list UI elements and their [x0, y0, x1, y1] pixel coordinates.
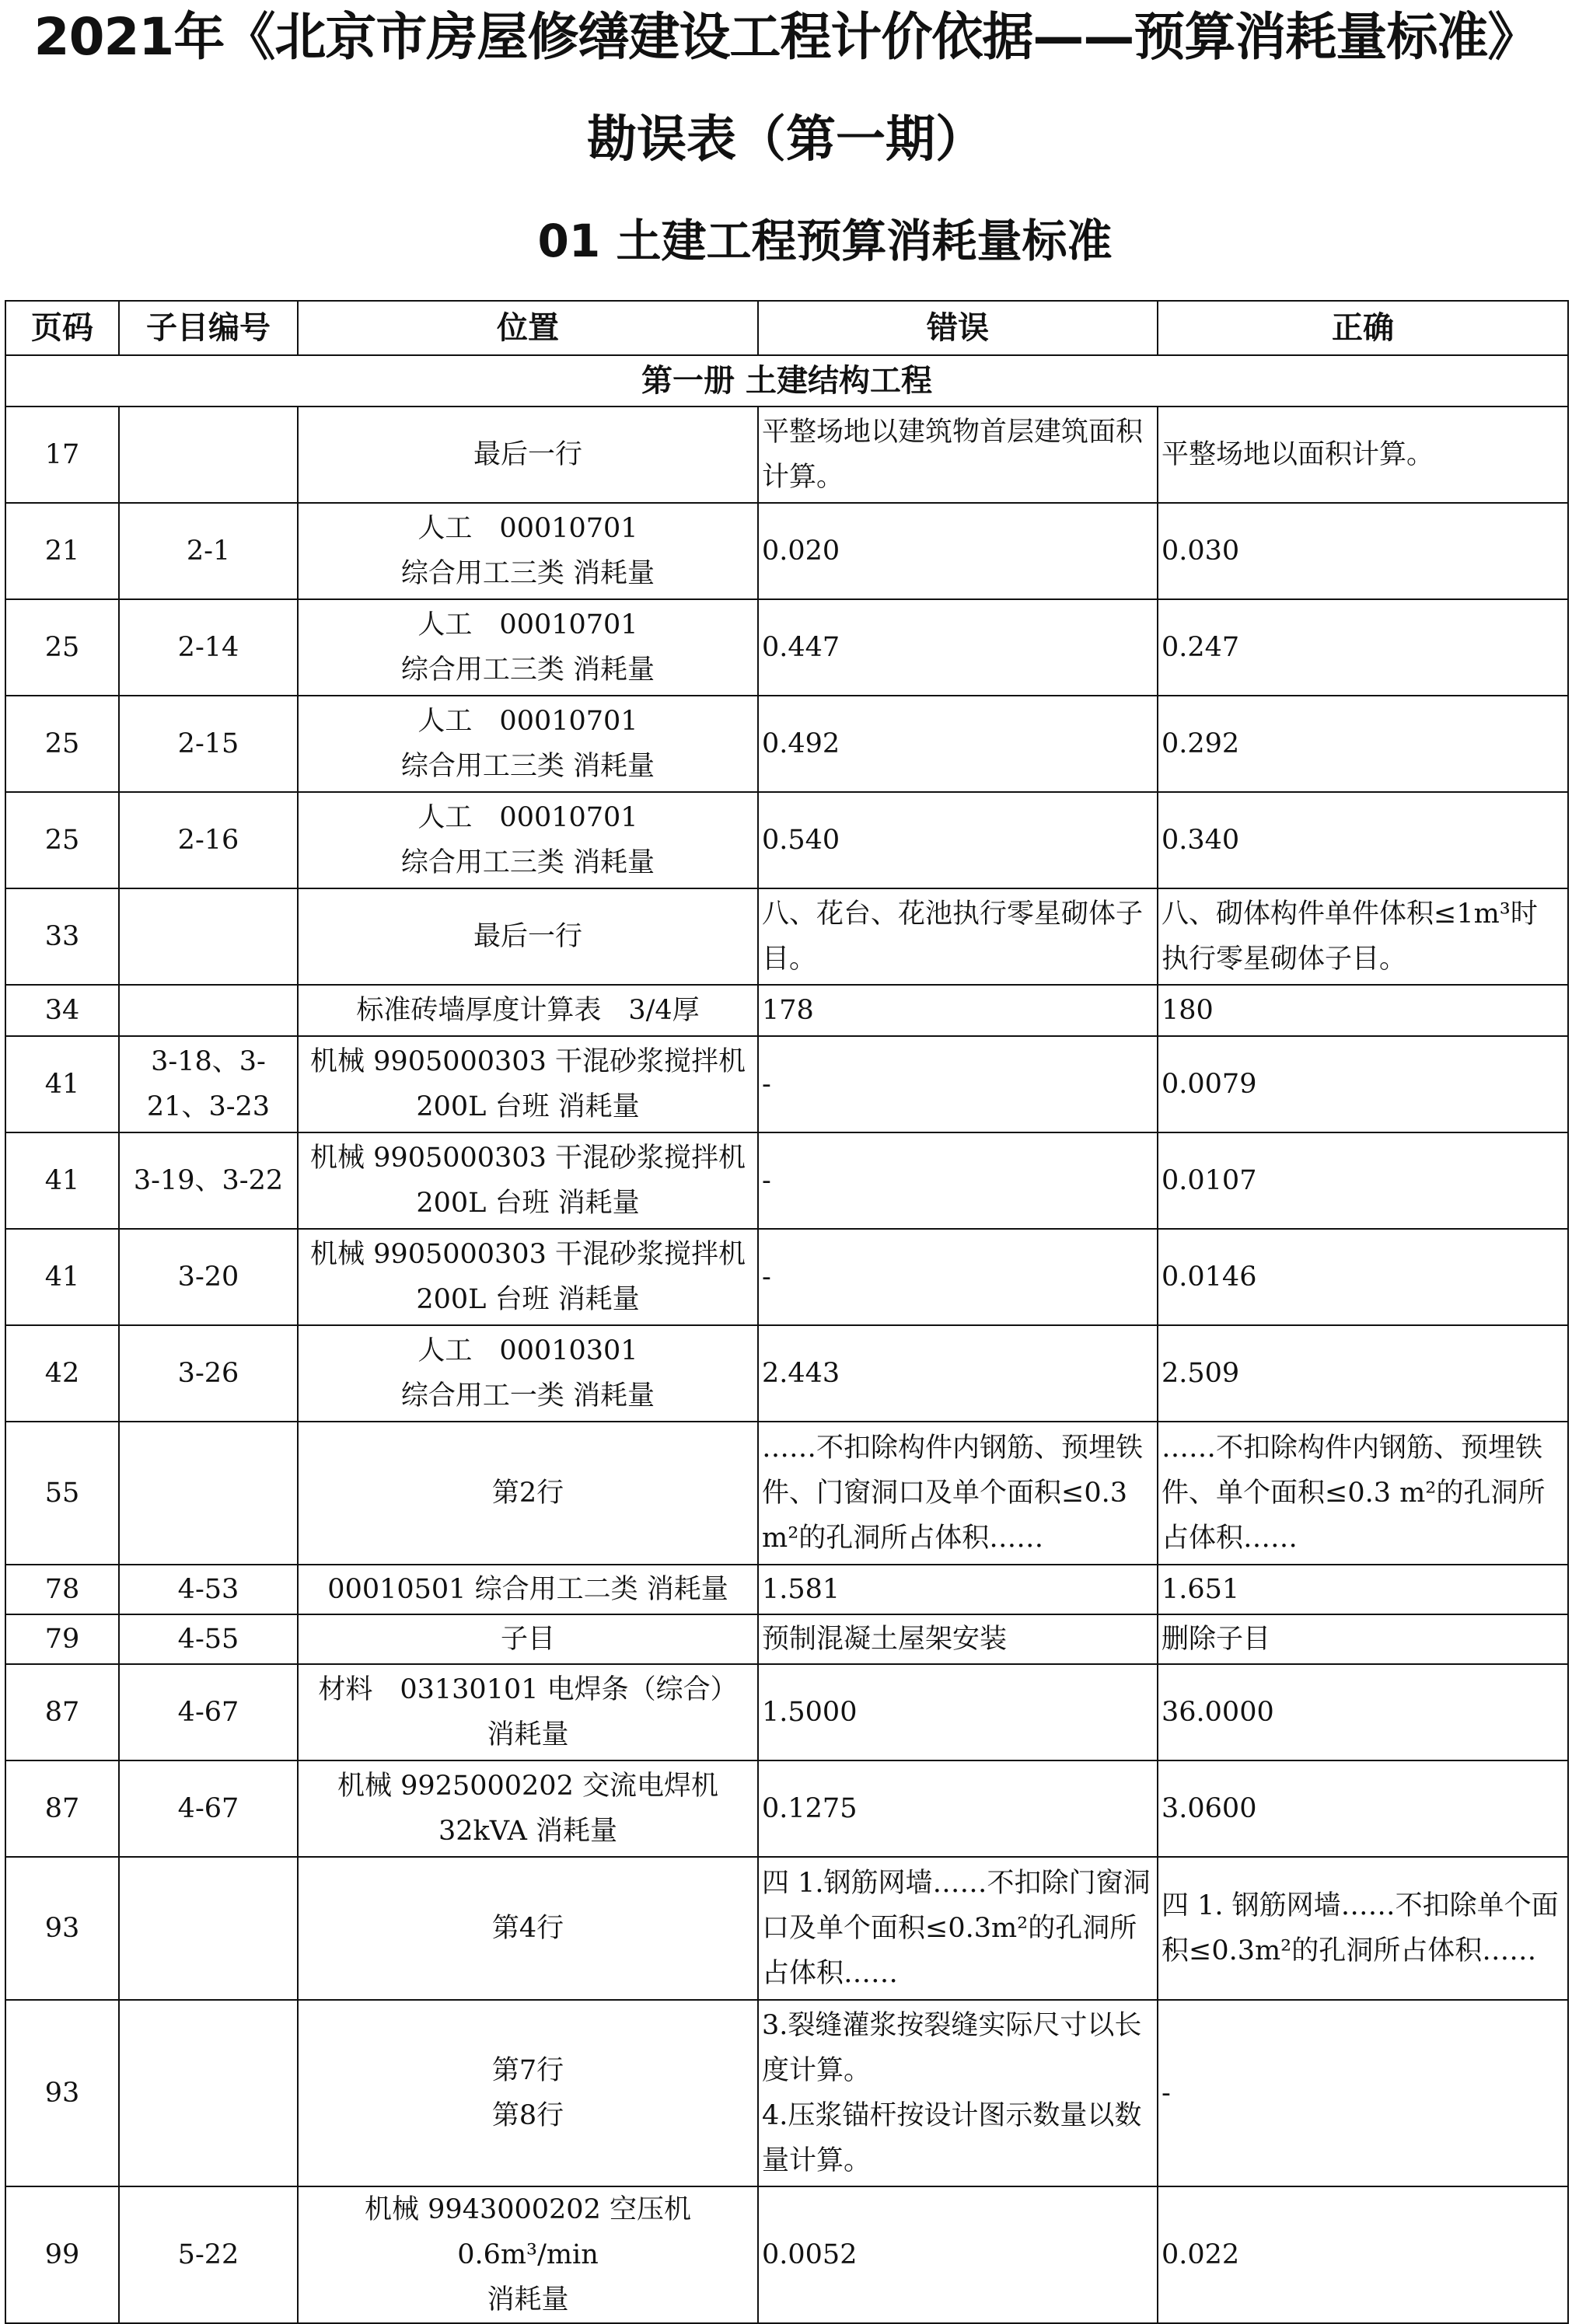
- table-row: [5, 1422, 1568, 1565]
- cell-wrong: -: [758, 1132, 1158, 1229]
- cell-correct: 1.651: [1158, 1565, 1568, 1614]
- cell-wrong: 0.020: [758, 503, 1158, 599]
- cell-wrong: 0.0052: [758, 2186, 1158, 2323]
- cell-wrong: 平整场地以建筑物首层建筑面积计算。: [758, 407, 1158, 503]
- cell-wrong: 2.443: [758, 1325, 1158, 1422]
- cell-correct: 0.247: [1158, 599, 1568, 696]
- cell-code: [119, 2000, 298, 2186]
- cell-position: 标准砖墙厚度计算表 3/4厚: [298, 985, 758, 1036]
- cell-wrong: 四 1.钢筋网墙……不扣除门窗洞口及单个面积≤0.3m²的孔洞所占体积……: [758, 1857, 1158, 2000]
- section-row: [5, 355, 1568, 407]
- cell-correct: -: [1158, 2000, 1568, 2186]
- cell-page: 93: [5, 1857, 119, 2000]
- cell-code: 5-22: [119, 2186, 298, 2323]
- header-item-code: 子目编号: [119, 301, 298, 355]
- volume-heading: 第一册 土建结构工程: [5, 355, 1568, 407]
- cell-code: 4-53: [119, 1565, 298, 1614]
- cell-wrong: 0.492: [758, 696, 1158, 792]
- cell-code: [119, 1422, 298, 1565]
- cell-wrong: 1.581: [758, 1565, 1158, 1614]
- cell-position: 子目: [298, 1614, 758, 1664]
- cell-position: 第7行 第8行: [298, 2000, 758, 2186]
- table-row: [5, 1857, 1568, 2000]
- cell-code: 4-67: [119, 1664, 298, 1760]
- document-title: 2021年《北京市房屋修缮建设工程计价依据——预算消耗量标准》: [33, 7, 1539, 67]
- cell-code: 2-15: [119, 696, 298, 792]
- cell-wrong: 0.540: [758, 792, 1158, 888]
- table-row: [5, 792, 1568, 888]
- cell-wrong: 0.1275: [758, 1760, 1158, 1857]
- cell-position: 机械 9925000202 交流电焊机 32kVA 消耗量: [298, 1760, 758, 1857]
- cell-position: 人工 00010301 综合用工一类 消耗量: [298, 1325, 758, 1422]
- cell-wrong: 预制混凝土屋架安装: [758, 1614, 1158, 1664]
- cell-position: 人工 00010701 综合用工三类 消耗量: [298, 792, 758, 888]
- cell-page: 41: [5, 1132, 119, 1229]
- cell-page: 25: [5, 792, 119, 888]
- cell-position: 机械 9905000303 干混砂浆搅拌机 200L 台班 消耗量: [298, 1229, 758, 1325]
- cell-correct: 0.0079: [1158, 1036, 1568, 1132]
- cell-code: [119, 1857, 298, 2000]
- cell-wrong: -: [758, 1229, 1158, 1325]
- cell-code: 2-1: [119, 503, 298, 599]
- cell-position: 最后一行: [298, 407, 758, 503]
- cell-correct: 0.022: [1158, 2186, 1568, 2323]
- cell-code: 3-20: [119, 1229, 298, 1325]
- cell-correct: ……不扣除构件内钢筋、预埋铁件、单个面积≤0.3 m²的孔洞所占体积……: [1158, 1422, 1568, 1565]
- cell-position: 最后一行: [298, 888, 758, 985]
- table-header-row: [5, 301, 1568, 355]
- cell-page: 25: [5, 599, 119, 696]
- header-correct: 正确: [1158, 301, 1568, 355]
- cell-page: 17: [5, 407, 119, 503]
- cell-page: 99: [5, 2186, 119, 2323]
- cell-page: 25: [5, 696, 119, 792]
- cell-code: 2-14: [119, 599, 298, 696]
- cell-page: 93: [5, 2000, 119, 2186]
- cell-page: 33: [5, 888, 119, 985]
- table-row: [5, 503, 1568, 599]
- cell-page: 41: [5, 1036, 119, 1132]
- cell-correct: 平整场地以面积计算。: [1158, 407, 1568, 503]
- header-page: 页码: [5, 301, 119, 355]
- header-position: 位置: [298, 301, 758, 355]
- table-row: [5, 2000, 1568, 2186]
- cell-correct: 八、砌体构件单件体积≤1m³时执行零星砌体子目。: [1158, 888, 1568, 985]
- cell-code: 4-55: [119, 1614, 298, 1664]
- cell-position: 机械 9905000303 干混砂浆搅拌机 200L 台班 消耗量: [298, 1132, 758, 1229]
- errata-table: [5, 300, 1569, 2324]
- cell-code: [119, 888, 298, 985]
- cell-wrong: 178: [758, 985, 1158, 1036]
- table-row: [5, 2186, 1568, 2323]
- cell-correct: 3.0600: [1158, 1760, 1568, 1857]
- cell-page: 41: [5, 1229, 119, 1325]
- cell-correct: 四 1. 钢筋网墙……不扣除单个面积≤0.3m²的孔洞所占体积……: [1158, 1857, 1568, 2000]
- table-row: [5, 1565, 1568, 1614]
- table-row: [5, 1664, 1568, 1760]
- cell-page: 87: [5, 1760, 119, 1857]
- table-row: [5, 1036, 1568, 1132]
- cell-correct: 删除子目: [1158, 1614, 1568, 1664]
- table-row: [5, 985, 1568, 1036]
- document-subtitle-errata: 勘误表（第一期）: [587, 111, 985, 169]
- table-row: [5, 1325, 1568, 1422]
- cell-code: [119, 985, 298, 1036]
- cell-page: 34: [5, 985, 119, 1036]
- table-row: [5, 599, 1568, 696]
- cell-code: 3-18、3-21、3-23: [119, 1036, 298, 1132]
- table-row: [5, 1614, 1568, 1664]
- cell-code: 3-26: [119, 1325, 298, 1422]
- table-row: [5, 407, 1568, 503]
- cell-correct: 2.509: [1158, 1325, 1568, 1422]
- cell-correct: 0.340: [1158, 792, 1568, 888]
- cell-correct: 0.0146: [1158, 1229, 1568, 1325]
- cell-correct: 0.0107: [1158, 1132, 1568, 1229]
- cell-position: 人工 00010701 综合用工三类 消耗量: [298, 503, 758, 599]
- cell-page: 21: [5, 503, 119, 599]
- cell-code: 3-19、3-22: [119, 1132, 298, 1229]
- cell-page: 78: [5, 1565, 119, 1614]
- cell-wrong: -: [758, 1036, 1158, 1132]
- header-wrong: 错误: [758, 301, 1158, 355]
- cell-wrong: 3.裂缝灌浆按裂缝实际尺寸以长度计算。 4.压浆锚杆按设计图示数量以数量计算。: [758, 2000, 1158, 2186]
- cell-code: [119, 407, 298, 503]
- cell-position: 00010501 综合用工二类 消耗量: [298, 1565, 758, 1614]
- table-row: [5, 888, 1568, 985]
- cell-code: 2-16: [119, 792, 298, 888]
- cell-position: 机械 9905000303 干混砂浆搅拌机 200L 台班 消耗量: [298, 1036, 758, 1132]
- cell-correct: 0.292: [1158, 696, 1568, 792]
- cell-correct: 36.0000: [1158, 1664, 1568, 1760]
- cell-page: 42: [5, 1325, 119, 1422]
- cell-page: 55: [5, 1422, 119, 1565]
- cell-code: 4-67: [119, 1760, 298, 1857]
- cell-position: 第2行: [298, 1422, 758, 1565]
- cell-position: 人工 00010701 综合用工三类 消耗量: [298, 696, 758, 792]
- cell-position: 材料 03130101 电焊条（综合） 消耗量: [298, 1664, 758, 1760]
- cell-position: 人工 00010701 综合用工三类 消耗量: [298, 599, 758, 696]
- section-title: 01 土建工程预算消耗量标准: [537, 215, 1113, 267]
- cell-wrong: 0.447: [758, 599, 1158, 696]
- cell-wrong: ……不扣除构件内钢筋、预埋铁件、门窗洞口及单个面积≤0.3 m²的孔洞所占体积……: [758, 1422, 1158, 1565]
- table-row: [5, 1760, 1568, 1857]
- cell-position: 第4行: [298, 1857, 758, 2000]
- table-row: [5, 1229, 1568, 1325]
- cell-page: 87: [5, 1664, 119, 1760]
- cell-correct: 0.030: [1158, 503, 1568, 599]
- cell-correct: 180: [1158, 985, 1568, 1036]
- cell-wrong: 八、花台、花池执行零星砌体子目。: [758, 888, 1158, 985]
- cell-wrong: 1.5000: [758, 1664, 1158, 1760]
- table-row: [5, 1132, 1568, 1229]
- table-row: [5, 696, 1568, 792]
- cell-position: 机械 9943000202 空压机 0.6m³/min 消耗量: [298, 2186, 758, 2323]
- cell-page: 79: [5, 1614, 119, 1664]
